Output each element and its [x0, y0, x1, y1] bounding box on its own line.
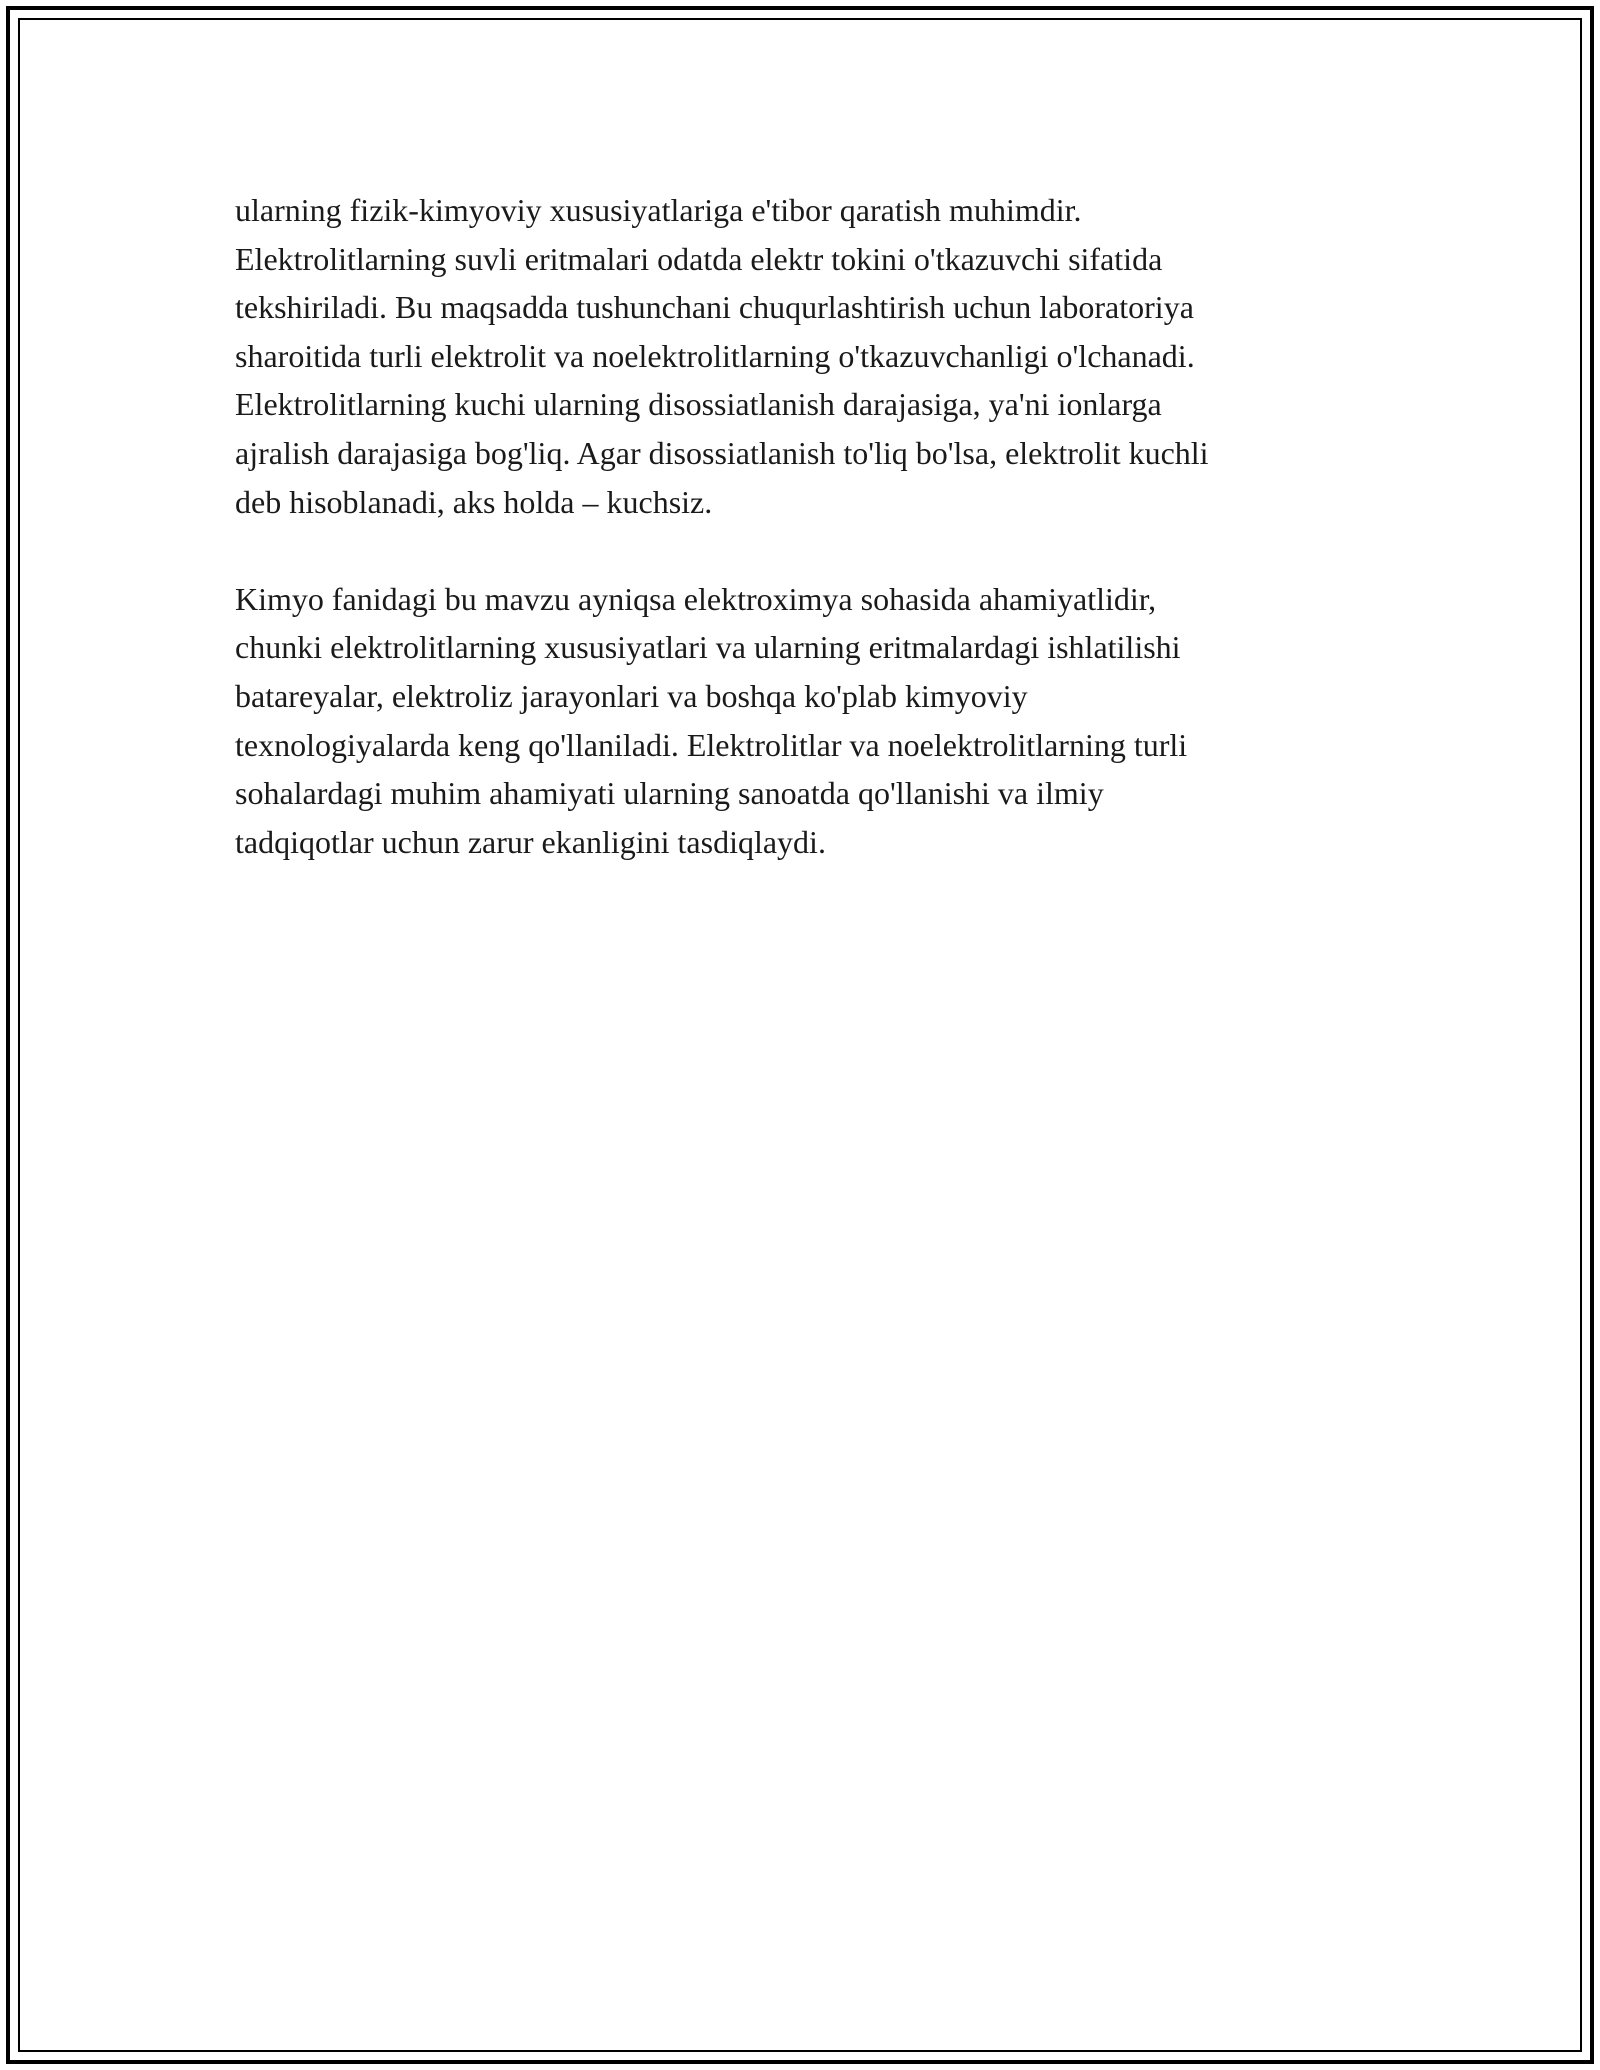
text-line: sharoitida turli elektrolit va noelektrolitlarning o'tkazuvchanligi o'lchanadi.	[235, 337, 1195, 374]
text-line: ajralish darajasiga bog'liq. Agar disossiatlanish to'liq bo'lsa, elektrolit kuchli	[235, 434, 1209, 471]
text-line: chunki elektrolitlarning xususiyatlari va ularning eritmalardagi ishlatilishi	[235, 629, 1181, 666]
text-line: Kimyo fanidagi bu mavzu ayniqsa elektroximya sohasida ahamiyatlidir,	[235, 580, 1157, 617]
paragraph-1	[235, 186, 1365, 526]
text-line: Elektrolitlarning suvli eritmalari odatda elektr tokini o'tkazuvchi sifatida	[235, 240, 1163, 277]
text-line: ularning fizik-kimyoviy xususiyatlariga e'tibor qaratish muhimdir.	[235, 192, 1082, 228]
paragraph-2	[235, 575, 1365, 867]
text-line: batareyalar, elektroliz jarayonlari va boshqa ko'plab kimyoviy	[235, 677, 1028, 714]
text-line: texnologiyalarda keng qo'llaniladi. Elektrolitlar va noelektrolitlarning turli	[235, 726, 1188, 763]
text-line: deb hisoblanadi, aks holda – kuchsiz.	[235, 483, 713, 520]
text-line: sohalardagi muhim ahamiyati ularning sanoatda qo'llanishi va ilmiy	[235, 775, 1104, 812]
text-line: Elektrolitlarning kuchi ularning disossiatlanish darajasiga, ya'ni ionlarga	[235, 386, 1162, 423]
document-body	[235, 186, 1365, 915]
text-line: tadqiqotlar uchun zarur ekanligini tasdiqlaydi.	[235, 823, 826, 860]
text-line: tekshiriladi. Bu maqsadda tushunchani chuqurlashtirish uchun laboratoriya	[235, 289, 1194, 326]
